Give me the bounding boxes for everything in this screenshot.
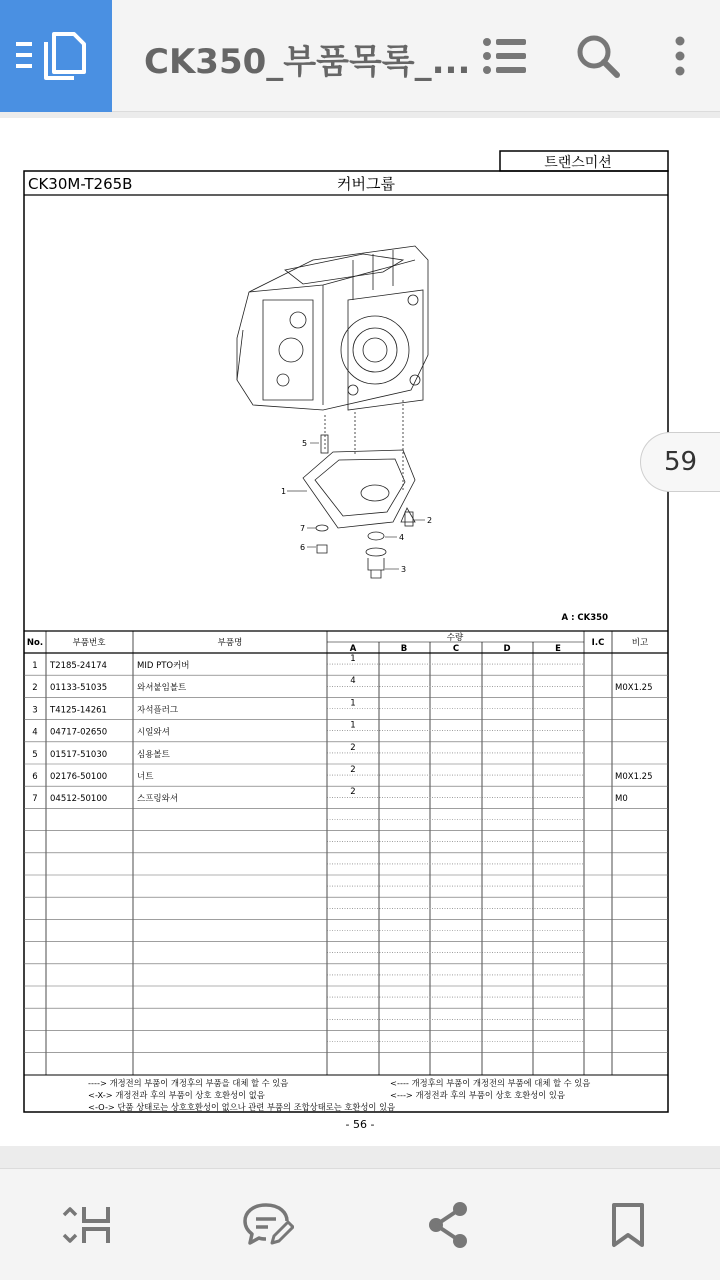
callout-3: 3 — [401, 565, 407, 574]
note-replace-forward: ----> 개정전의 부품이 개정후의 부품을 대체 할 수 있음 — [88, 1078, 289, 1088]
callout-1: 1 — [281, 487, 287, 496]
note-not-interchangeable: <-X-> 개정전과 후의 부품이 상호 호환성이 없음 — [88, 1090, 265, 1100]
bookmark-icon — [610, 1201, 646, 1249]
menu-documents-button[interactable] — [0, 0, 112, 112]
comment-edit-icon — [242, 1201, 294, 1249]
callout-2: 2 — [427, 516, 433, 525]
more-vert-icon — [674, 36, 686, 76]
row-part-number: T2185-24174 — [50, 661, 107, 671]
header-qty-e: E — [555, 644, 561, 654]
row-number: 7 — [32, 794, 38, 805]
callout-lines — [287, 443, 425, 569]
model-code: CK30M-T265B — [28, 175, 133, 193]
row-qty-a: 1 — [350, 654, 356, 664]
search-icon — [576, 34, 620, 78]
parts-table — [24, 631, 668, 1075]
row-remark: M0X1.25 — [615, 683, 653, 694]
page-navigation-button[interactable] — [58, 1197, 114, 1253]
header-part-no: 부품번호 — [72, 638, 106, 648]
top-toolbar — [0, 0, 720, 112]
row-number: 5 — [32, 749, 38, 760]
row-part-name: 자석플러그 — [137, 705, 179, 716]
applicability-label: A : CK350 — [561, 613, 608, 623]
row-number: 2 — [32, 683, 38, 694]
row-remark: M0 — [615, 794, 628, 805]
row-part-number: 01517-51030 — [50, 749, 108, 760]
row-part-name: 너트 — [137, 772, 154, 782]
row-part-name: 심용볼트 — [137, 749, 170, 760]
row-number: 4 — [32, 727, 38, 738]
row-remark: M0X1.25 — [615, 772, 653, 782]
comment-button[interactable] — [240, 1197, 296, 1253]
callout-5: 5 — [302, 439, 308, 448]
row-qty-a: 1 — [350, 720, 356, 731]
row-part-number: T4125-14261 — [50, 705, 107, 716]
menu-documents-icon — [16, 28, 96, 84]
group-title: 커버그룹 — [337, 175, 395, 193]
row-qty-a: 1 — [350, 698, 356, 709]
row-number: 3 — [32, 705, 38, 716]
callout-6: 6 — [300, 543, 306, 552]
page-number: - 56 - — [345, 1118, 375, 1131]
row-qty-a: 2 — [350, 742, 356, 753]
header-remarks: 비고 — [631, 638, 649, 648]
search-button[interactable] — [572, 30, 624, 82]
row-part-number: 01133-51035 — [50, 683, 108, 694]
row-qty-a: 2 — [350, 787, 356, 798]
exploded-diagram — [237, 246, 428, 578]
page-badge[interactable]: 59 — [640, 432, 720, 492]
callout-4: 4 — [399, 533, 405, 542]
list-button[interactable] — [478, 30, 530, 82]
note-assembly-interchangeable: <-O-> 단품 상태로는 상호호환성이 없으나 관련 부품의 조합상태로는 호환성이 있음 — [88, 1102, 396, 1112]
row-qty-a: 4 — [350, 676, 356, 687]
row-part-number: 02176-50100 — [50, 772, 108, 782]
parts-sheet — [23, 150, 669, 1114]
note-interchangeable: <---> 개정전과 후의 부품이 상호 호환성이 있음 — [390, 1090, 565, 1100]
header-part-name: 부품명 — [217, 638, 243, 648]
row-part-name: 시일와셔 — [137, 727, 170, 738]
header-qty: 수량 — [446, 633, 464, 643]
document-title: CK350_부품목록_... — [144, 42, 471, 82]
row-number: 6 — [32, 772, 38, 782]
bottom-toolbar — [0, 1168, 720, 1280]
header-qty-b: B — [400, 644, 408, 654]
pdf-page — [0, 118, 720, 1146]
note-replace-backward: <---- 개정후의 부품이 개정전의 부품에 대체 할 수 있음 — [390, 1078, 591, 1088]
row-part-number: 04717-02650 — [50, 727, 108, 738]
header-ic: I.C — [591, 638, 605, 648]
header-qty-d: D — [503, 644, 511, 654]
share-icon — [426, 1201, 470, 1249]
bookmark-button[interactable] — [600, 1197, 656, 1253]
callout-7: 7 — [300, 524, 306, 533]
row-part-name: MID PTO커버 — [137, 661, 190, 671]
share-button[interactable] — [420, 1197, 476, 1253]
row-part-name: 와셔붙임볼트 — [137, 683, 187, 694]
header-qty-c: C — [452, 644, 460, 654]
row-part-number: 04512-50100 — [50, 794, 108, 805]
header-no: No. — [26, 638, 44, 648]
row-qty-a: 2 — [350, 765, 356, 775]
row-part-name: 스프링와셔 — [137, 794, 179, 805]
header-qty-a: A — [349, 644, 357, 654]
list-icon — [482, 36, 526, 76]
page-navigation-icon — [62, 1203, 110, 1247]
more-options-button[interactable] — [654, 30, 706, 82]
row-number: 1 — [32, 661, 38, 671]
section-title: 트랜스미션 — [544, 155, 612, 171]
